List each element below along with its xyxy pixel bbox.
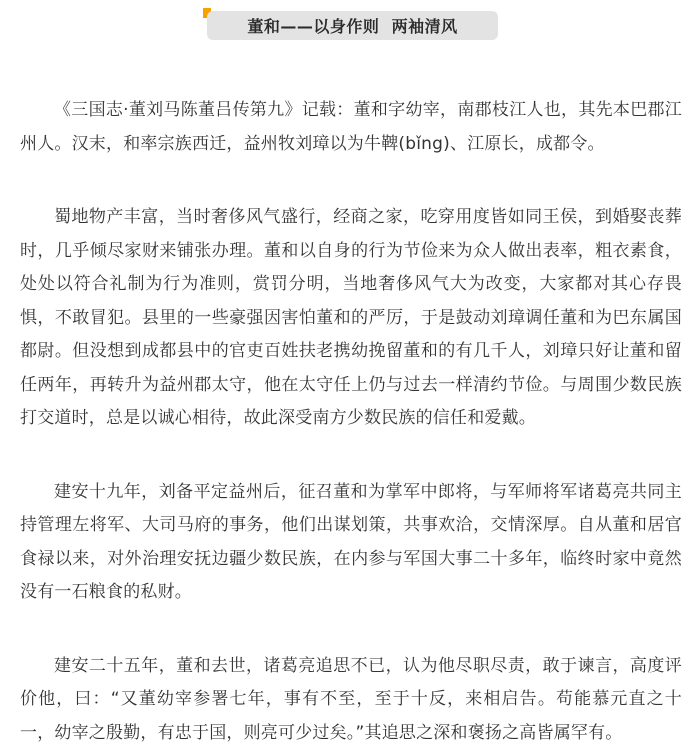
paragraph-1: 《三国志·董刘马陈董吕传第九》记载：董和字幼宰，南郡枝江人也，其先本巴郡江州人。汉末，和率宗族西迁，益州牧刘璋以为牛鞞(bǐng)、江原长，成都令。: [20, 94, 682, 161]
article-header: [0, 8, 700, 42]
article-title: 董和——以身作则 两袖清风: [207, 11, 498, 40]
paragraph-2: 蜀地物产丰富，当时奢侈风气盛行，经商之家，吃穿用度皆如同王侯，到婚娶丧葬时，几乎倾尽家财来铺张办理。董和以自身的行为节俭来为众人做出表率，粗衣素食，处处以符合礼制为行为准则，赏罚分明，当地奢侈风气大为改变，大家都对其心存畏惧，不敢冒犯。县里的一些豪强因害怕董和的严厉，于是鼓动刘璋调任董和为巴东属国都尉。但没想到成都县中的官吏百姓扶老携幼挽留董和的有几千人，刘璋只好让董和留任两年，再转升为益州郡太守，他在太守任上仍与过去一样清约节俭。与周围少数民族打交道时，总是以诚心相待，故此深受南方少数民族的信任和爱戴。: [20, 201, 682, 436]
paragraph-3: 建安十九年，刘备平定益州后，征召董和为掌军中郎将，与军师将军诸葛亮共同主持管理左将军、大司马府的事务，他们出谋划策，共事欢洽，交情深厚。自从董和居官食禄以来，对外治理安抚边疆少数民族，在内参与军国大事二十多年，临终时家中竟然没有一石粮食的私财。: [20, 476, 682, 610]
paragraph-4: 建安二十五年，董和去世，诸葛亮追思不已，认为他尽职尽责，敢于谏言，高度评价他，曰：“又董幼宰参署七年，事有不至，至于十反，来相启告。苟能慕元直之十一，幼宰之殷勤，有忠于国，则亮可少过矣。”其追思之深和褒扬之高皆属罕有。: [20, 650, 682, 750]
article-body: [20, 94, 682, 750]
